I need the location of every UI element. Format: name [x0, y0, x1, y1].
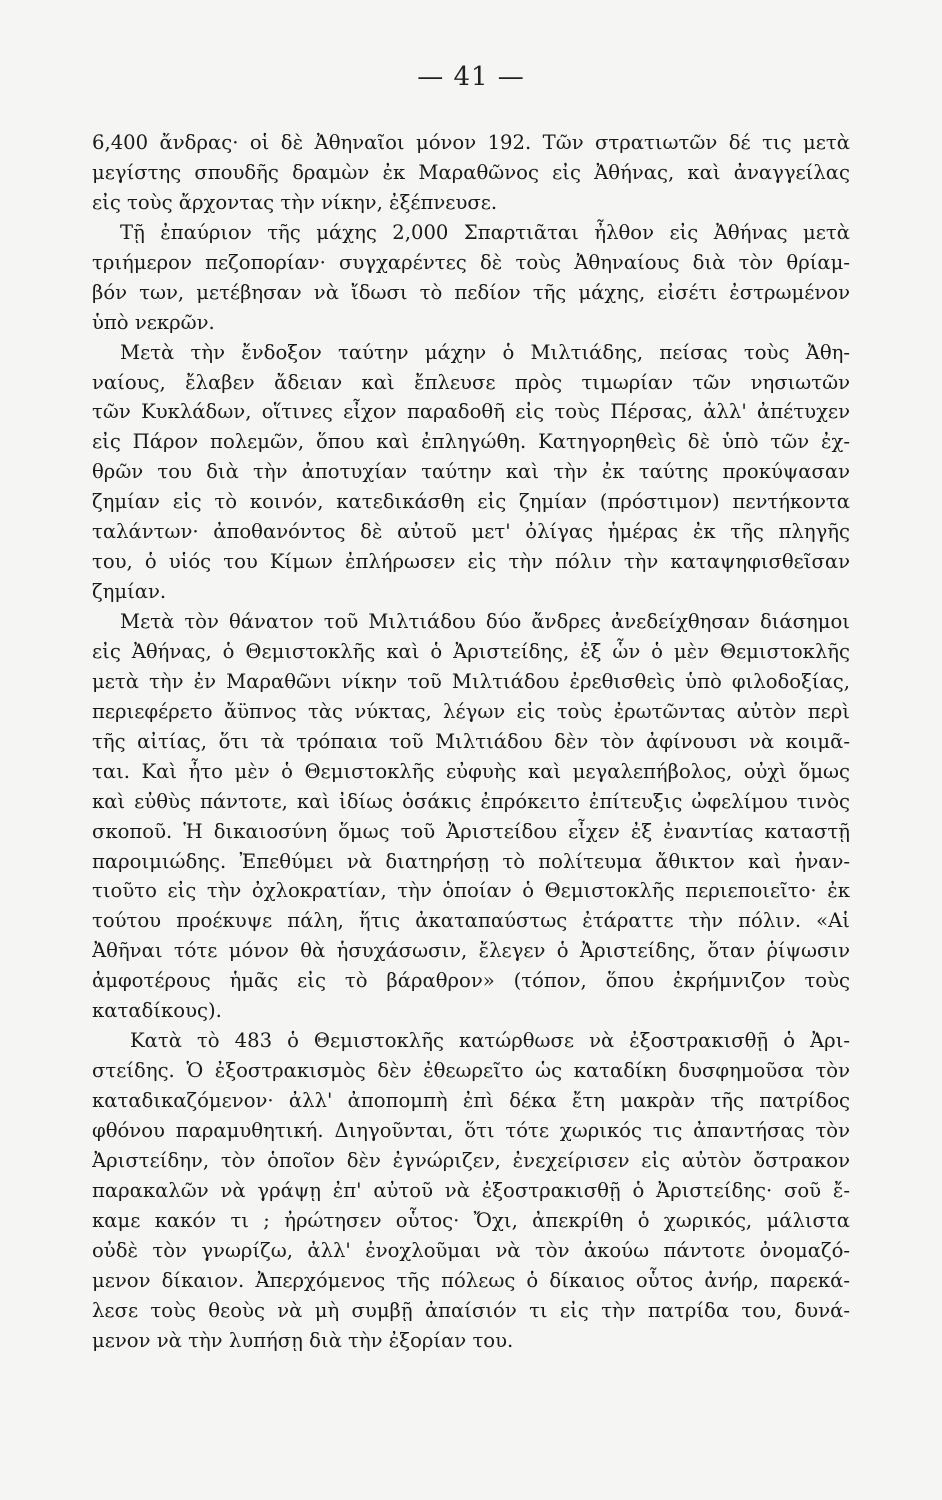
- text-line: Μετὰ τὸν θάνατον τοῦ Μιλτιάδου δύο ἄνδρες ἀνεδείχθησαν διάσημοι: [120, 610, 850, 633]
- text-line: ἀμφοτέρους ἡμᾶς εἰς τὸ βάραθρον» (τόπον, ὅπου ἐκρήμνιζον τοὺς: [92, 969, 850, 993]
- text-line: λεσε τοὺς θεοὺς νὰ μὴ συμβῇ ἀπαίσιόν τι εἰς τὴν πατρίδα του, δυνά-: [92, 1298, 850, 1322]
- text-line: ναίους, ἔλαβεν ἄδειαν καὶ ἔπλευσε πρὸς τιμωρίαν τῶν νησιωτῶν: [92, 370, 850, 394]
- text-line: τῶν Κυκλάδων, οἵτινες εἶχον παραδοθῆ εἰς τοὺς Πέρσας, ἀλλ' ἀπέτυχεν: [92, 400, 850, 424]
- text-line: του, ὁ υἱός του Κίμων ἐπλήρωσεν εἰς τὴν πόλιν τὴν καταψηφισθεῖσαν: [92, 550, 850, 574]
- text-line: καὶ εὐθὺς πάντοτε, καὶ ἰδίως ὁσάκις ἐπρόκειτο ἐπίτευξις ὠφελίμου τινὸς: [92, 789, 850, 813]
- text-line: ται. Καὶ ἦτο μὲν ὁ Θεμιστοκλῆς εὐφυὴς καὶ μεγαλεπήβολος, οὐχὶ ὅμως: [92, 759, 850, 783]
- text-line: τούτου προέκυψε πάλη, ἥτις ἀκαταπαύστως ἐτάραττε τὴν πόλιν. «Αἱ: [92, 909, 850, 933]
- text-line: 6,400 ἄνδρας· οἱ δὲ Ἀθηναῖοι μόνον 192. Τῶν στρατιωτῶν δέ τις μετὰ: [92, 131, 850, 154]
- text-line: ὑπὸ νεκρῶν.: [92, 310, 215, 334]
- text-line: θρῶν του διὰ τὴν ἀποτυχίαν ταύτην καὶ τὴν ἐκ ταύτης προκύψασαν: [92, 460, 850, 484]
- text-line: τῆς αἰτίας, ὅτι τὰ τρόπαια τοῦ Μιλτιάδου δὲν τὸν ἀφίνουσι νὰ κοιμᾶ-: [92, 729, 850, 753]
- paragraph: [92, 128, 850, 218]
- body-text: [92, 128, 850, 1355]
- text-line: φθόνου παραμυθητική. Διηγοῦνται, ὅτι τότε χωρικός τις ἀπαντήσας τὸν: [92, 1118, 850, 1142]
- text-line: εἰς Πάρον πολεμῶν, ὅπου καὶ ἐπληγώθη. Κατηγορηθεὶς δὲ ὑπὸ τῶν ἐχ-: [92, 430, 850, 454]
- text-line: μεγίστης σπουδῆς δραμὼν ἐκ Μαραθῶνος εἰς Ἀθήνας, καὶ ἀναγγείλας: [92, 160, 850, 184]
- page-number: — 41 —: [417, 62, 525, 92]
- text-line: Μετὰ τὴν ἔνδοξον ταύτην μάχην ὁ Μιλτιάδης, πείσας τοὺς Ἀθη-: [120, 340, 850, 364]
- text-line: τιοῦτο εἰς τὴν ὀχλοκρατίαν, τὴν ὁποίαν ὁ Θεμιστοκλῆς περιεποιεῖτο· ἐκ: [92, 879, 850, 903]
- paragraph: [92, 607, 850, 1026]
- text-line: καμε κακόν τι ; ἠρώτησεν οὗτος· Ὄχι, ἀπεκρίθη ὁ χωρικός, μάλιστα: [92, 1208, 850, 1232]
- text-line: καταδικαζόμενον· ἀλλ' ἀποπομπὴ ἐπὶ δέκα ἔτη μακρὰν τῆς πατρίδος: [92, 1089, 850, 1112]
- paragraph: [92, 1026, 850, 1355]
- text-line: παρακαλῶν νὰ γράψῃ ἐπ' αὐτοῦ νὰ ἐξοστρακισθῇ ὁ Ἀριστείδης· σοῦ ἔ-: [92, 1178, 850, 1202]
- text-line: Κατὰ τὸ 483 ὁ Θεμιστοκλῆς κατώρθωσε νὰ ἐξοστρακισθῇ ὁ Ἀρι-: [130, 1029, 850, 1053]
- paragraph: [92, 218, 850, 338]
- text-line: ζημίαν.: [92, 580, 167, 604]
- text-line: εἰς τοὺς ἄρχοντας τὴν νίκην, ἐξέπνευσε.: [92, 190, 498, 214]
- text-line: Ἀθῆναι τότε μόνον θὰ ἡσυχάσωσιν, ἔλεγεν ὁ Ἀριστείδης, ὅταν ῥίψωσιν: [92, 939, 850, 963]
- paragraph: [92, 338, 850, 607]
- text-line: Τῇ ἐπαύριον τῆς μάχης 2,000 Σπαρτιᾶται ἦλθον εἰς Ἀθήνας μετὰ: [120, 220, 850, 244]
- text-line: ταλάντων· ἀποθανόντος δὲ αὐτοῦ μετ' ὀλίγας ἡμέρας ἐκ τῆς πληγῆς: [92, 520, 850, 544]
- text-line: παροιμιώδης. Ἐπεθύμει νὰ διατηρήσῃ τὸ πολίτευμα ἄθικτον καὶ ἠναν-: [92, 849, 850, 873]
- text-line: Ἀριστείδην, τὸν ὁποῖον δὲν ἐγνώριζεν, ἐνεχείρισεν εἰς αὐτὸν ὄστρακον: [92, 1148, 850, 1172]
- text-line: βόν των, μετέβησαν νὰ ἴδωσι τὸ πεδίον τῆς μάχης, εἰσέτι ἐστρωμένον: [92, 280, 850, 304]
- text-line: σκοποῦ. Ἡ δικαιοσύνη ὅμως τοῦ Ἀριστείδου εἶχεν ἐξ ἐναντίας καταστῇ: [92, 819, 850, 843]
- text-line: περιεφέρετο ἄϋπνος τὰς νύκτας, λέγων εἰς τοὺς ἐρωτῶντας αὐτὸν περὶ: [92, 699, 850, 723]
- text-line: καταδίκους).: [92, 999, 222, 1023]
- text-line: μενον νὰ τὴν λυπήσῃ διὰ τὴν ἐξορίαν του.: [92, 1328, 514, 1352]
- text-line: μενον δίκαιον. Ἀπερχόμενος τῆς πόλεως ὁ δίκαιος οὗτος ἀνήρ, παρεκά-: [92, 1268, 850, 1292]
- text-line: εἰς Ἀθήνας, ὁ Θεμιστοκλῆς καὶ ὁ Ἀριστείδης, ἐξ ὧν ὁ μὲν Θεμιστοκλῆς: [92, 639, 850, 663]
- text-line: τριήμερον πεζοπορίαν· συγχαρέντες δὲ τοὺς Ἀθηναίους διὰ τὸν θρίαμ-: [92, 250, 850, 274]
- text-line: στείδης. Ὁ ἐξοστρακισμὸς δὲν ἐθεωρεῖτο ὡς καταδίκη δυσφημοῦσα τὸν: [92, 1059, 850, 1083]
- text-line: ζημίαν εἰς τὸ κοινόν, κατεδικάσθη εἰς ζημίαν (πρόστιμον) πεντήκοντα: [92, 490, 850, 514]
- text-line: μετὰ τὴν ἐν Μαραθῶνι νίκην τοῦ Μιλτιάδου ἐρεθισθεὶς ὑπὸ φιλοδοξίας,: [92, 669, 850, 693]
- text-line: οὐδὲ τὸν γνωρίζω, ἀλλ' ἐνοχλοῦμαι νὰ τὸν ἀκούω πάντοτε ὀνομαζό-: [92, 1238, 850, 1262]
